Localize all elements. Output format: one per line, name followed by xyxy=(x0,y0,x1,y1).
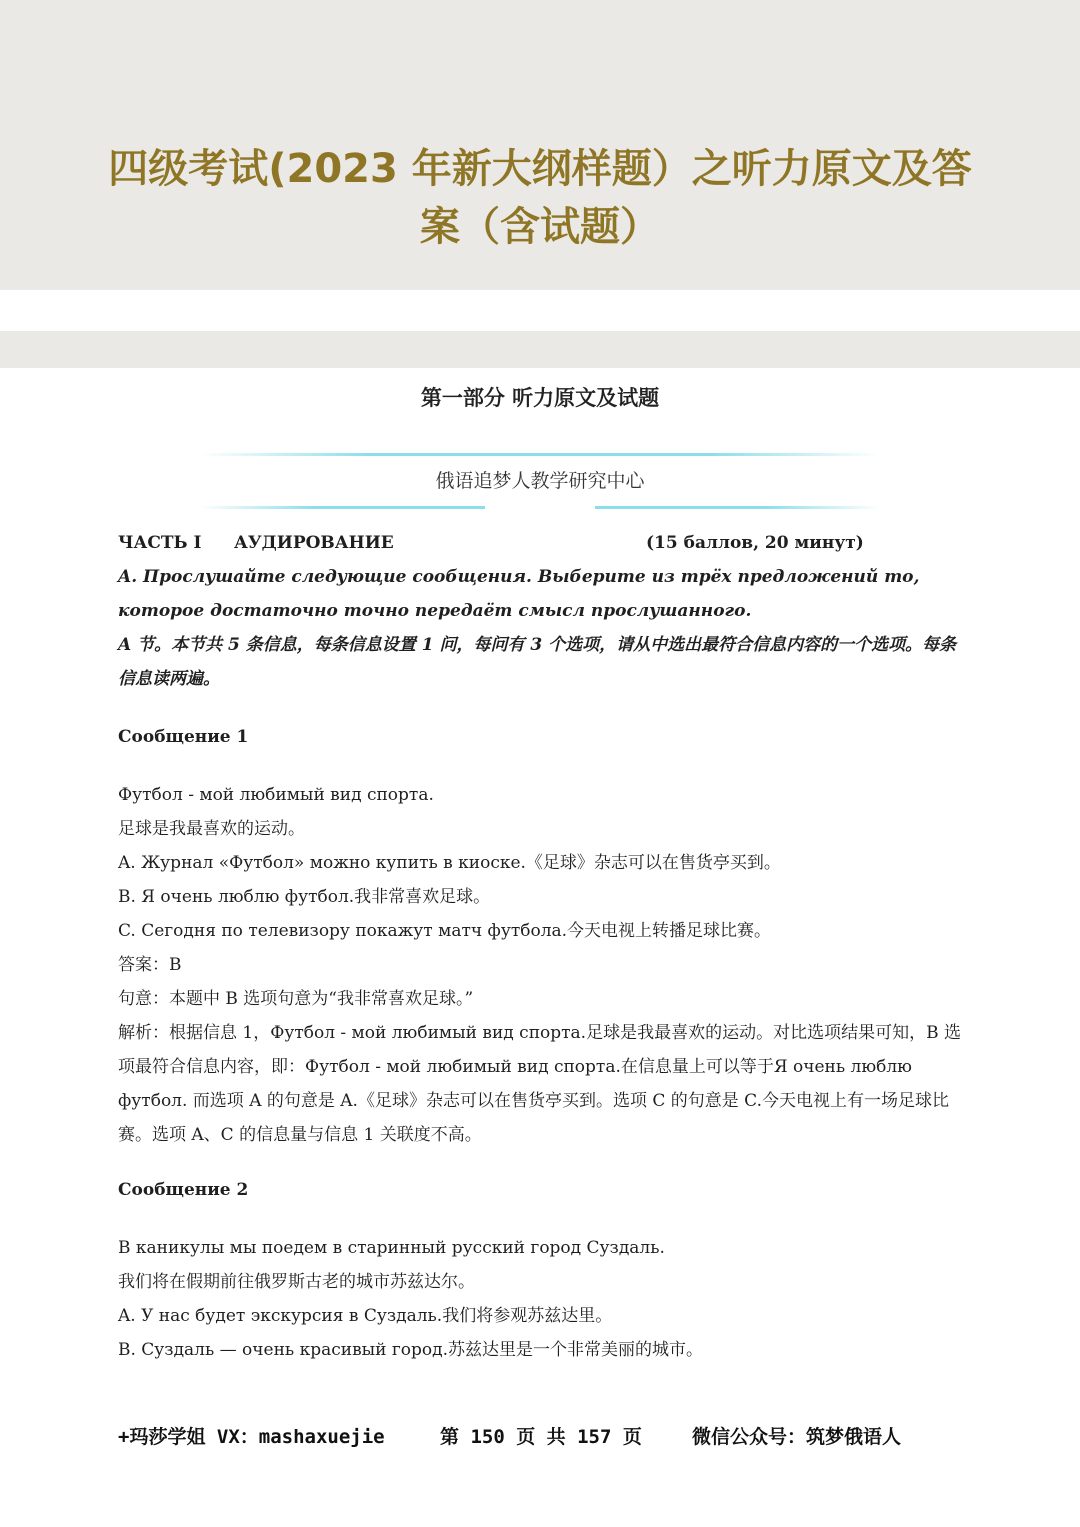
message-1-option-c: C. Сегодня по телевизору покажут матч футбола.今天电视上转播足球比赛。 xyxy=(118,921,772,941)
message-1-title: Сообщение 1 xyxy=(118,727,249,747)
message-1-text-ru: Футбол - мой любимый вид спорта. xyxy=(118,785,434,805)
message-1-meaning: 句意：本题中 B 选项句意为“我非常喜欢足球。” xyxy=(118,989,474,1009)
message-2-option-a: A. У нас будет экскурсия в Суздаль.我们将参观苏兹达里。 xyxy=(118,1306,613,1326)
message-1-answer: 答案：B xyxy=(118,955,182,975)
header-band xyxy=(0,0,1080,290)
page-number: 第 150 页 共 157 页 xyxy=(440,1426,642,1448)
bottom-rule-left xyxy=(200,506,485,509)
center-name: 俄语追梦人教学研究中心 xyxy=(435,470,645,492)
message-2-body xyxy=(118,1231,968,1367)
message-1-option-a: A. Журнал «Футбол» можно купить в киоске.《足球》杂志可以在售货亭买到。 xyxy=(118,853,781,873)
part-name: АУДИРОВАНИЕ xyxy=(234,533,394,553)
message-2-text-ru: В каникулы мы поедем в старинный русский город Суздаль. xyxy=(118,1238,665,1258)
message-1-body xyxy=(118,778,968,1152)
footer-account: 微信公众号：筑梦俄语人 xyxy=(692,1426,902,1448)
instruction-zh: A 节。本节共 5 条信息，每条信息设置 1 问，每问有 3 个选项，请从中选出最符合信息内容的一个选项。每条信息读两遍。 xyxy=(118,635,957,689)
part-label: ЧАСТЬ I xyxy=(118,533,202,553)
message-1-text-zh: 足球是我最喜欢的运动。 xyxy=(118,819,305,839)
message-2-option-b: B. Суздаль — очень красивый город.苏兹达里是一个非常美丽的城市。 xyxy=(118,1340,704,1360)
page-footer xyxy=(118,1420,968,1454)
instruction-ru: A. Прослушайте следующие сообщения. Выберите из трёх предложений то, которое достаточно точно передаёт смысл прослушанного. xyxy=(118,567,920,621)
message-2-text-zh: 我们将在假期前往俄罗斯古老的城市苏兹达尔。 xyxy=(118,1272,475,1292)
document-title xyxy=(60,140,1020,256)
divider-band xyxy=(0,331,1080,368)
message-1-analysis: 解析：根据信息 1，Футбол - мой любимый вид спорта.足球是我最喜欢的运动。对比选项结果可知，B 选项最符合信息内容，即：Футбол - мой любимый вид спорта.在信息量上可以等于Я очень люблю футбол. 而选项 A 的句意是 A.《足球》杂志可以在售货亭买到。选项 C 的句意是 C.今天电视上有一场足球比赛。选项 A、C 的信息量与信息 1 关联度不高。 xyxy=(118,1023,961,1145)
document-title-line-1: 四级考试(2023 年新大纲样题）之听力原文及答 xyxy=(108,146,972,192)
top-rule xyxy=(200,453,880,456)
part-header xyxy=(118,526,968,560)
part-points: (15 баллов, 20 минут) xyxy=(646,533,864,553)
bottom-rule-right xyxy=(595,506,880,509)
footer-contact: +玛莎学姐 VX：mashaxuejie xyxy=(118,1426,385,1448)
section-heading: 第一部分 听力原文及试题 xyxy=(420,385,660,410)
message-2-title: Сообщение 2 xyxy=(118,1180,249,1200)
document-title-line-2: 案（含试题） xyxy=(420,204,660,250)
document-body xyxy=(118,526,968,1367)
message-1-option-b: B. Я очень люблю футбол.我非常喜欢足球。 xyxy=(118,887,491,907)
